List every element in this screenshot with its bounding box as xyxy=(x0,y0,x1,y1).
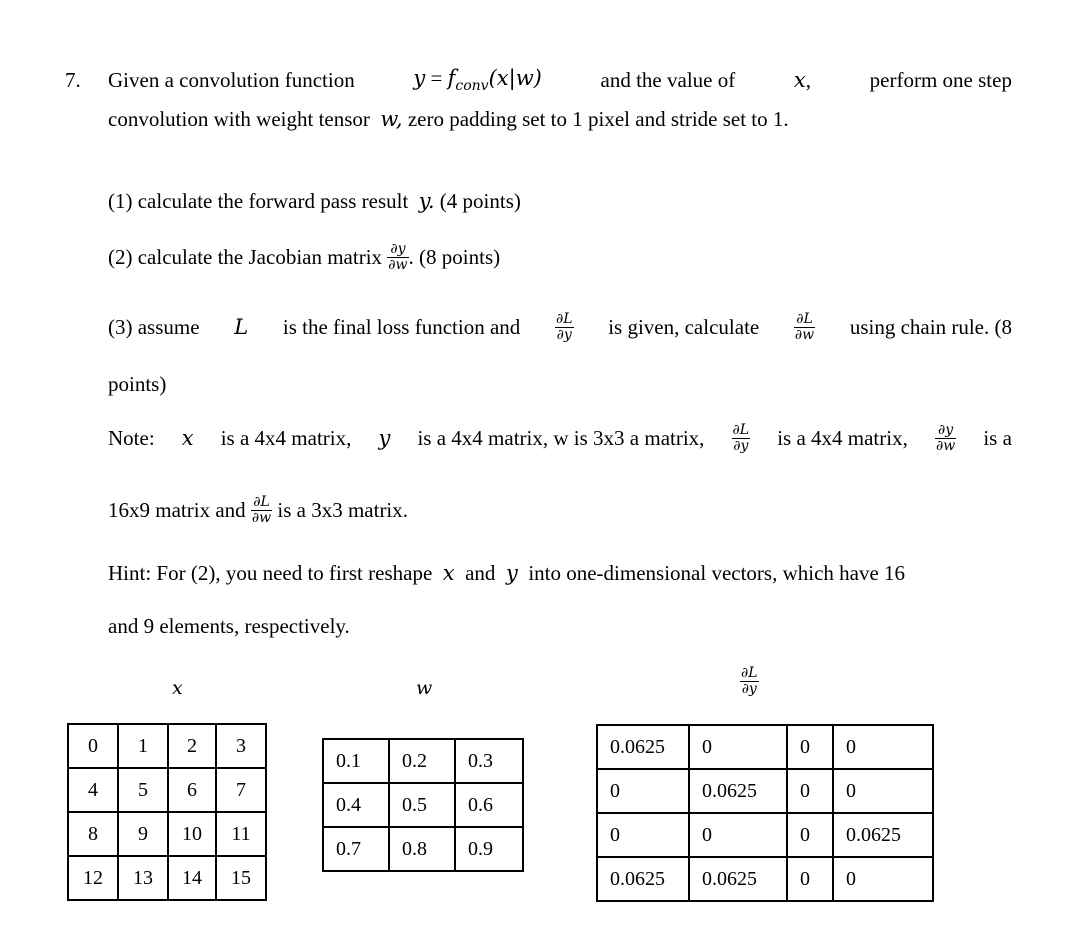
table-cell: 13 xyxy=(118,856,168,900)
problem-line-2: convolution with weight tensor w, zero padding set to 1 pixel and stride set to 1. xyxy=(108,107,789,131)
table-cell: 0.9 xyxy=(455,827,523,871)
table-cell: 0.8 xyxy=(389,827,455,871)
table-cell: 0 xyxy=(787,725,833,769)
and-value-text: and the value of xyxy=(600,67,736,92)
table-cell: 2 xyxy=(168,724,216,768)
table-cell: 0.5 xyxy=(389,783,455,827)
note-line-2: 16x9 matrix and $\frac{\partial L}{\partial w}$ is a 3x3 matrix. xyxy=(108,493,409,526)
table-cell: 0.0625 xyxy=(689,769,787,813)
table-cell: 0.0625 xyxy=(689,857,787,901)
x-matrix-table xyxy=(67,723,267,901)
table-cell: 0.0625 xyxy=(597,725,689,769)
table-cell: 5 xyxy=(118,768,168,812)
table-cell: 0.3 xyxy=(455,739,523,783)
table-row xyxy=(597,725,933,769)
table-cell: 7 xyxy=(216,768,266,812)
table-row xyxy=(323,783,523,827)
question-2: (2) calculate the Jacobian matrix $\frac{\partial y}{\partial w}$ . (8 points) xyxy=(108,240,501,273)
table-cell: 0 xyxy=(597,769,689,813)
perform-text: perform one step xyxy=(869,67,1012,92)
table-cell: 0 xyxy=(787,813,833,857)
table-cell: 0 xyxy=(833,857,933,901)
table-cell: 12 xyxy=(68,856,118,900)
hint-line-1: Hint: For (2), you need to first reshape x and y into one-dimensional vectors, which have 16 xyxy=(108,561,906,585)
table-cell: 14 xyxy=(168,856,216,900)
question-1: (1) calculate the forward pass result y. (4 points) xyxy=(108,189,521,213)
table-cell: 11 xyxy=(216,812,266,856)
question-3-continued: points) xyxy=(108,372,167,396)
w-matrix-table xyxy=(322,738,524,872)
table-cell: 15 xyxy=(216,856,266,900)
dL-dy-fraction: $\frac{\partial L}{\partial y}$ xyxy=(555,310,573,343)
table-cell: 0.4 xyxy=(323,783,389,827)
note-dy-dw-fraction: $\frac{\partial y}{\partial w}$ xyxy=(935,421,956,454)
given-text: Given a convolution function xyxy=(108,67,355,92)
table-cell: 0 xyxy=(689,725,787,769)
question-3: (3) assume L is the final loss function and $\frac{\partial L}{\partial y}$ is given, calculate $\frac{\partial L}{\partial w}$ using chain rule. (8 xyxy=(108,310,1012,343)
w-table-label: w xyxy=(416,677,433,699)
table-cell: 8 xyxy=(68,812,118,856)
problem-number: 7. xyxy=(65,68,81,92)
table-cell: 9 xyxy=(118,812,168,856)
x-var: x, xyxy=(793,67,811,92)
table-cell: 0 xyxy=(833,769,933,813)
table-cell: 4 xyxy=(68,768,118,812)
table-cell: 0 xyxy=(787,769,833,813)
x-table-label: x xyxy=(172,677,183,699)
table-row xyxy=(323,739,523,783)
table-cell: 3 xyxy=(216,724,266,768)
table-cell: 0 xyxy=(787,857,833,901)
note-dL-dw-fraction: $\frac{\partial L}{\partial w}$ xyxy=(251,493,272,526)
table-cell: 0.0625 xyxy=(597,857,689,901)
dL-dw-fraction: $\frac{\partial L}{\partial w}$ xyxy=(794,310,815,343)
table-row xyxy=(323,827,523,871)
table-cell: 0.0625 xyxy=(833,813,933,857)
table-cell: 0.6 xyxy=(455,783,523,827)
hint-line-2: and 9 elements, respectively. xyxy=(108,614,350,638)
table-row xyxy=(597,857,933,901)
table-cell: 6 xyxy=(168,768,216,812)
table-cell: 0 xyxy=(833,725,933,769)
table-row xyxy=(68,724,266,768)
table-row xyxy=(597,769,933,813)
conv-equation: $y = f_{conv}(x|w)$ xyxy=(413,65,542,95)
table-cell: 1 xyxy=(118,724,168,768)
table-row xyxy=(68,812,266,856)
dLdy-matrix-table xyxy=(596,724,934,902)
note-line-1: Note: x is a 4x4 matrix, y is a 4x4 matrix, w is 3x3 a matrix, $\frac{\partial L}{\partial y}$ is a 4x4 matrix, $\frac{\partial y}{\partial w}$ is a xyxy=(108,421,1012,454)
dLdy-table-label: $\frac{\partial L}{\partial y}$ xyxy=(741,665,758,697)
table-cell: 0 xyxy=(689,813,787,857)
problem-line-1 xyxy=(108,66,1012,94)
table-cell: 0.2 xyxy=(389,739,455,783)
table-row xyxy=(68,768,266,812)
table-cell: 0 xyxy=(68,724,118,768)
table-cell: 0.7 xyxy=(323,827,389,871)
note-dL-dy-fraction: $\frac{\partial L}{\partial y}$ xyxy=(732,421,750,454)
table-row xyxy=(597,813,933,857)
dy-dw-fraction: $\frac{\partial y}{\partial w}$ xyxy=(388,240,408,273)
table-cell: 0 xyxy=(597,813,689,857)
table-cell: 0.1 xyxy=(323,739,389,783)
table-cell: 10 xyxy=(168,812,216,856)
table-row xyxy=(68,856,266,900)
